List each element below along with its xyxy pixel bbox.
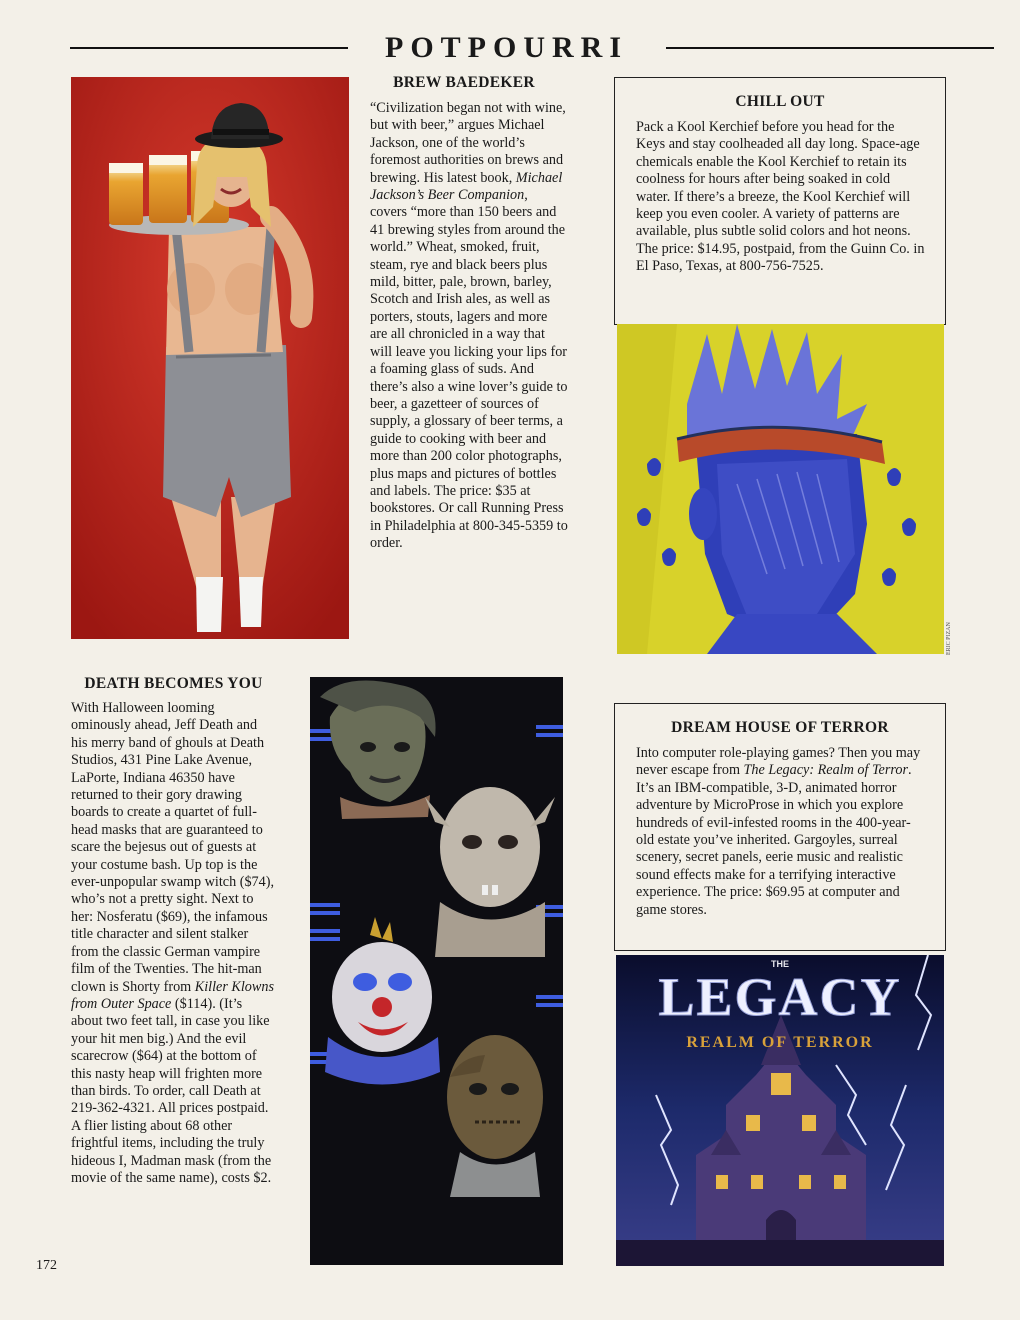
- death-body-part-1: With Halloween looming ominously ahead, Jeff Death and his merry band of ghouls at Death Studios, 431 Pine Lake Avenue, LaPorte, Indiana 46350 have returned to their gory drawing boards to create a quartet of full-head masks that are guaranteed to scare the bejesus out of guests at your costume bash. Up top is the ever-unpopular swamp witch ($74), who’s not a pretty sight. Next to her: Nosferatu ($69), the infamous title character and silent stalker from the classic German vampire film of the Twenties. The hit-man clown is Shorty from: [71, 700, 275, 995]
- dream-body-part-2: . It’s an IBM-compatible, 3-D, animated horror adventure by MicroProse in which you explore hundreds of evil-infested rooms in the 400-year-old estate you’ve inherited. Gargoyles, surreal scenery, secret panels, eerie music and realistic sound effects make for a terrifying interactive experience. The price: $69.95 at computer and game stores.: [636, 762, 912, 918]
- legacy-cover: [616, 955, 944, 1266]
- masks-photo: [310, 677, 563, 1265]
- chill-body: Pack a Kool Kerchief before you head for the Keys and stay coolheaded all day long. Space-age chemicals enable the Kool Kerchief to retain its coolness for hours after being soaked in cold water. If there’s a breeze, the Kool Kerchief will keep you even cooler. A variety of patterns are available, plus subtle solid colors and hot neons. The price: $14.95, postpaid, from the Guinn Co. in El Paso, Texas, at 800-756-7525.: [636, 119, 925, 275]
- brew-book-title: Michael Jackson’s Beer Companion: [370, 169, 563, 204]
- legacy-the: THE: [771, 959, 789, 969]
- kerchief-illustration: [617, 324, 944, 654]
- death-film-title: Killer Klowns from Outer Space: [71, 978, 274, 1012]
- brew-body-part-2: , covers “more than 150 beers and 41 brewing styles from around the world.” Wheat, smoked, fruit, steam, rye and black beers plus mild, bitter, pale, brown, barley, Scotch and Irish ales, as well as porters, stouts, lagers and more are all chronicled in a way that will leave you licking your lips for a foaming glass of suds. And there’s also a wine lover’s guide to beer, a gazetteer of sources of supply, a glossary of beer terms, a guide to cooking with beer and more than 200 color photographs, plus maps and pictures of bottles and labels. The price: $35 at bookstores. Or call Running Press in Philadelphia at 800-345-5359 to order.: [370, 187, 568, 552]
- photo-credit: ERIC PIZAN: [946, 622, 952, 655]
- legacy-subtitle: REALM OF TERROR: [686, 1034, 874, 1051]
- dream-headline: DREAM HOUSE OF TERROR: [671, 719, 889, 736]
- chill-headline: CHILL OUT: [735, 93, 825, 110]
- brew-body-part-1: “Civilization began not with wine, but with beer,” argues Michael Jackson, one of the world’s foremost authorities on brews and brewing. His latest book,: [370, 100, 566, 186]
- legacy-logo: LEGACY: [658, 967, 902, 1027]
- brew-body: [370, 100, 568, 553]
- header-rule-left: [70, 47, 348, 49]
- death-body: [71, 700, 277, 1187]
- beer-photo: [71, 77, 349, 639]
- death-body-part-2: ($114). (It’s about two feet tall, in case you like your hit men big.) And the evil scarecrow ($64) at the bottom of this nasty heap will frighten more than birds. To order, call Death at 219-362-4321. All prices postpaid. A flier listing about 68 other frightful items, including the truly hideous I, Madman mask (from the movie of the same name), costs $2.: [71, 995, 272, 1186]
- header-rule-right: [666, 47, 994, 49]
- dream-body-part-1: Into computer role-playing games? Then you may never escape from: [636, 745, 921, 779]
- page-number: 172: [36, 1258, 57, 1273]
- section-title: POTPOURRI: [385, 31, 628, 64]
- dream-body: [636, 745, 926, 919]
- dream-game-title: The Legacy: Realm of Terror: [743, 762, 908, 779]
- brew-headline: BREW BAEDEKER: [393, 74, 535, 91]
- death-headline: DEATH BECOMES YOU: [84, 675, 263, 692]
